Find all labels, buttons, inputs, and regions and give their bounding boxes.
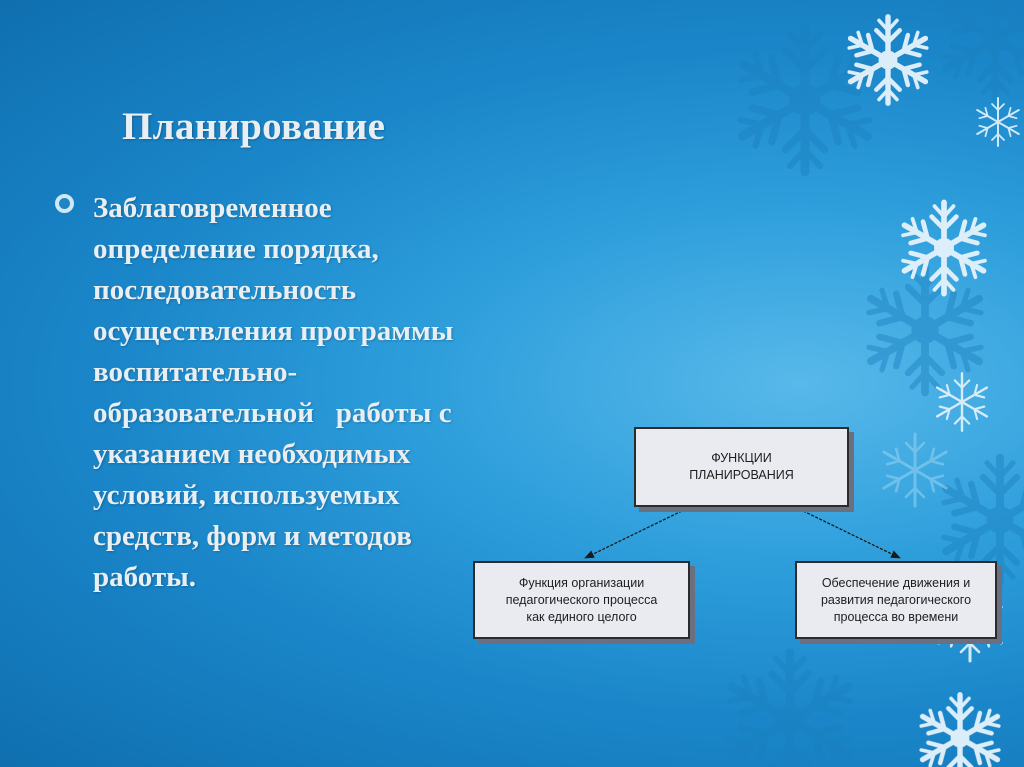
diagram-root-line: ПЛАНИРОВАНИЯ — [689, 468, 794, 482]
diagram-right-box — [795, 561, 997, 639]
diagram-left-line: как единого целого — [526, 609, 637, 624]
bullet-text-line: воспитательно- — [93, 356, 298, 388]
diagram-root-box — [634, 427, 849, 507]
arrow-to-left-box — [585, 507, 690, 558]
arrow-to-right-box — [795, 507, 900, 558]
diagram-left-box — [473, 561, 690, 639]
diagram-right-line: Обеспечение движения и — [821, 575, 971, 590]
bullet-text-line: работы. — [93, 561, 197, 593]
bullet-text-line: образовательной работы с — [93, 397, 452, 429]
bullet-text-line: последовательность — [93, 274, 357, 306]
slide-title: Планирование — [122, 105, 386, 148]
diagram-left-line: Функция организации — [518, 575, 645, 590]
bullet-text-line: средств, форм и методов — [93, 520, 412, 552]
diagram-right-line: процесса во времени — [833, 609, 959, 624]
bullet-text-line: указанием необходимых — [93, 438, 411, 470]
bullet-text-line: осуществления программы — [93, 315, 454, 347]
diagram-right-line: развития педагогического — [820, 592, 972, 607]
bullet-text-line: определение порядка, — [93, 233, 379, 265]
bullet-text-line: условий, используемых — [93, 479, 400, 511]
diagram-left-line: педагогического процесса — [505, 592, 658, 607]
diagram-root-line: ФУНКЦИИ — [711, 451, 772, 465]
bullet-text-line: Заблаговременное — [93, 192, 332, 224]
